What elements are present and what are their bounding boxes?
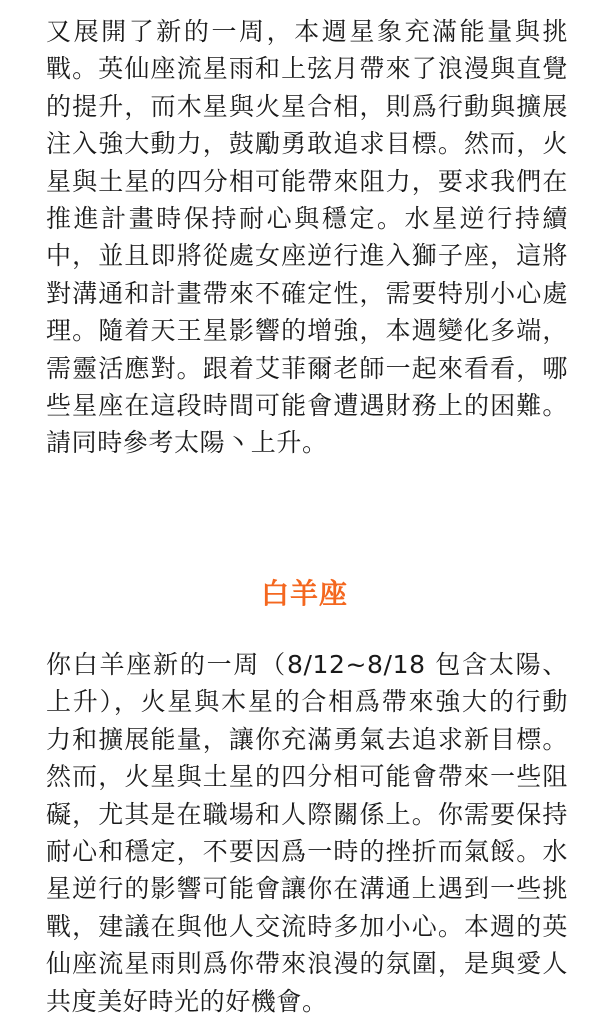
aries-heading: 白羊座 xyxy=(260,577,348,610)
intro-line: 中，並且即將從處女座逆行進入獅子座，這將 xyxy=(46,241,568,271)
aries-line: 戰，建議在與他人交流時多加小心。本週的英 xyxy=(46,911,568,941)
intro-line: 理。隨着天王星影響的增強，本週變化多端， xyxy=(46,316,568,346)
aries-line: 星逆行的影響可能會讓你在溝通上遇到一些挑 xyxy=(46,874,568,904)
intro-line: 的提升，而木星與火星合相，則爲行動與擴展 xyxy=(46,91,568,121)
aries-line: 和擴展能量，讓你充滿勇氣去追求新目標。然 xyxy=(46,724,569,792)
intro-line: 需靈活應對。跟着艾菲爾老師一起來看看，哪 xyxy=(46,353,568,383)
aries-line: 耐心和穩定，不要因爲一時的挫折而氣餒。水 xyxy=(46,837,568,867)
intro-line: 請同時參考太陽丶上升。 xyxy=(46,428,328,458)
intro-line: 戰。英仙座流星雨和上弦月帶來了浪漫與直覺 xyxy=(46,54,568,84)
aries-line: 共度美好時光的好機會。 xyxy=(46,986,328,1016)
aries-line: 仙座流星雨則爲你帶來浪漫的氛圍，是與愛人 xyxy=(46,949,568,979)
intro-line: 些星座在這段時間可能會遭遇財務上的困難。 xyxy=(46,391,568,421)
intro-line: 又展開了新的一周，本週星象充滿能量與挑 xyxy=(46,17,568,46)
aries-line: 而，火星與土星的四分相可能會帶來一些阻 xyxy=(72,762,569,792)
intro-line: 注入強大動力，鼓勵勇敢追求目標。然而，火 xyxy=(46,129,568,159)
intro-section xyxy=(46,0,568,462)
aries-line: 升），火星與木星的合相爲帶來強大的行動力 xyxy=(46,687,568,754)
intro-line: 星與土星的四分相可能帶來阻力，要求我們在 xyxy=(46,166,568,196)
aries-line: 礙，尤其是在職場和人際關係上。你需要保持 xyxy=(46,799,568,829)
aries-line: 你白羊座新的一周（8/12~8/18 包含太陽、上 xyxy=(46,650,568,717)
intro-paragraph xyxy=(46,13,568,462)
aries-section xyxy=(46,646,568,1020)
intro-line: 對溝通和計畫帶來不確定性，需要特別小心處 xyxy=(46,278,568,308)
aries-paragraph xyxy=(46,646,568,1020)
intro-line: 推進計畫時保持耐心與穩定。水星逆行持續 xyxy=(46,204,568,234)
